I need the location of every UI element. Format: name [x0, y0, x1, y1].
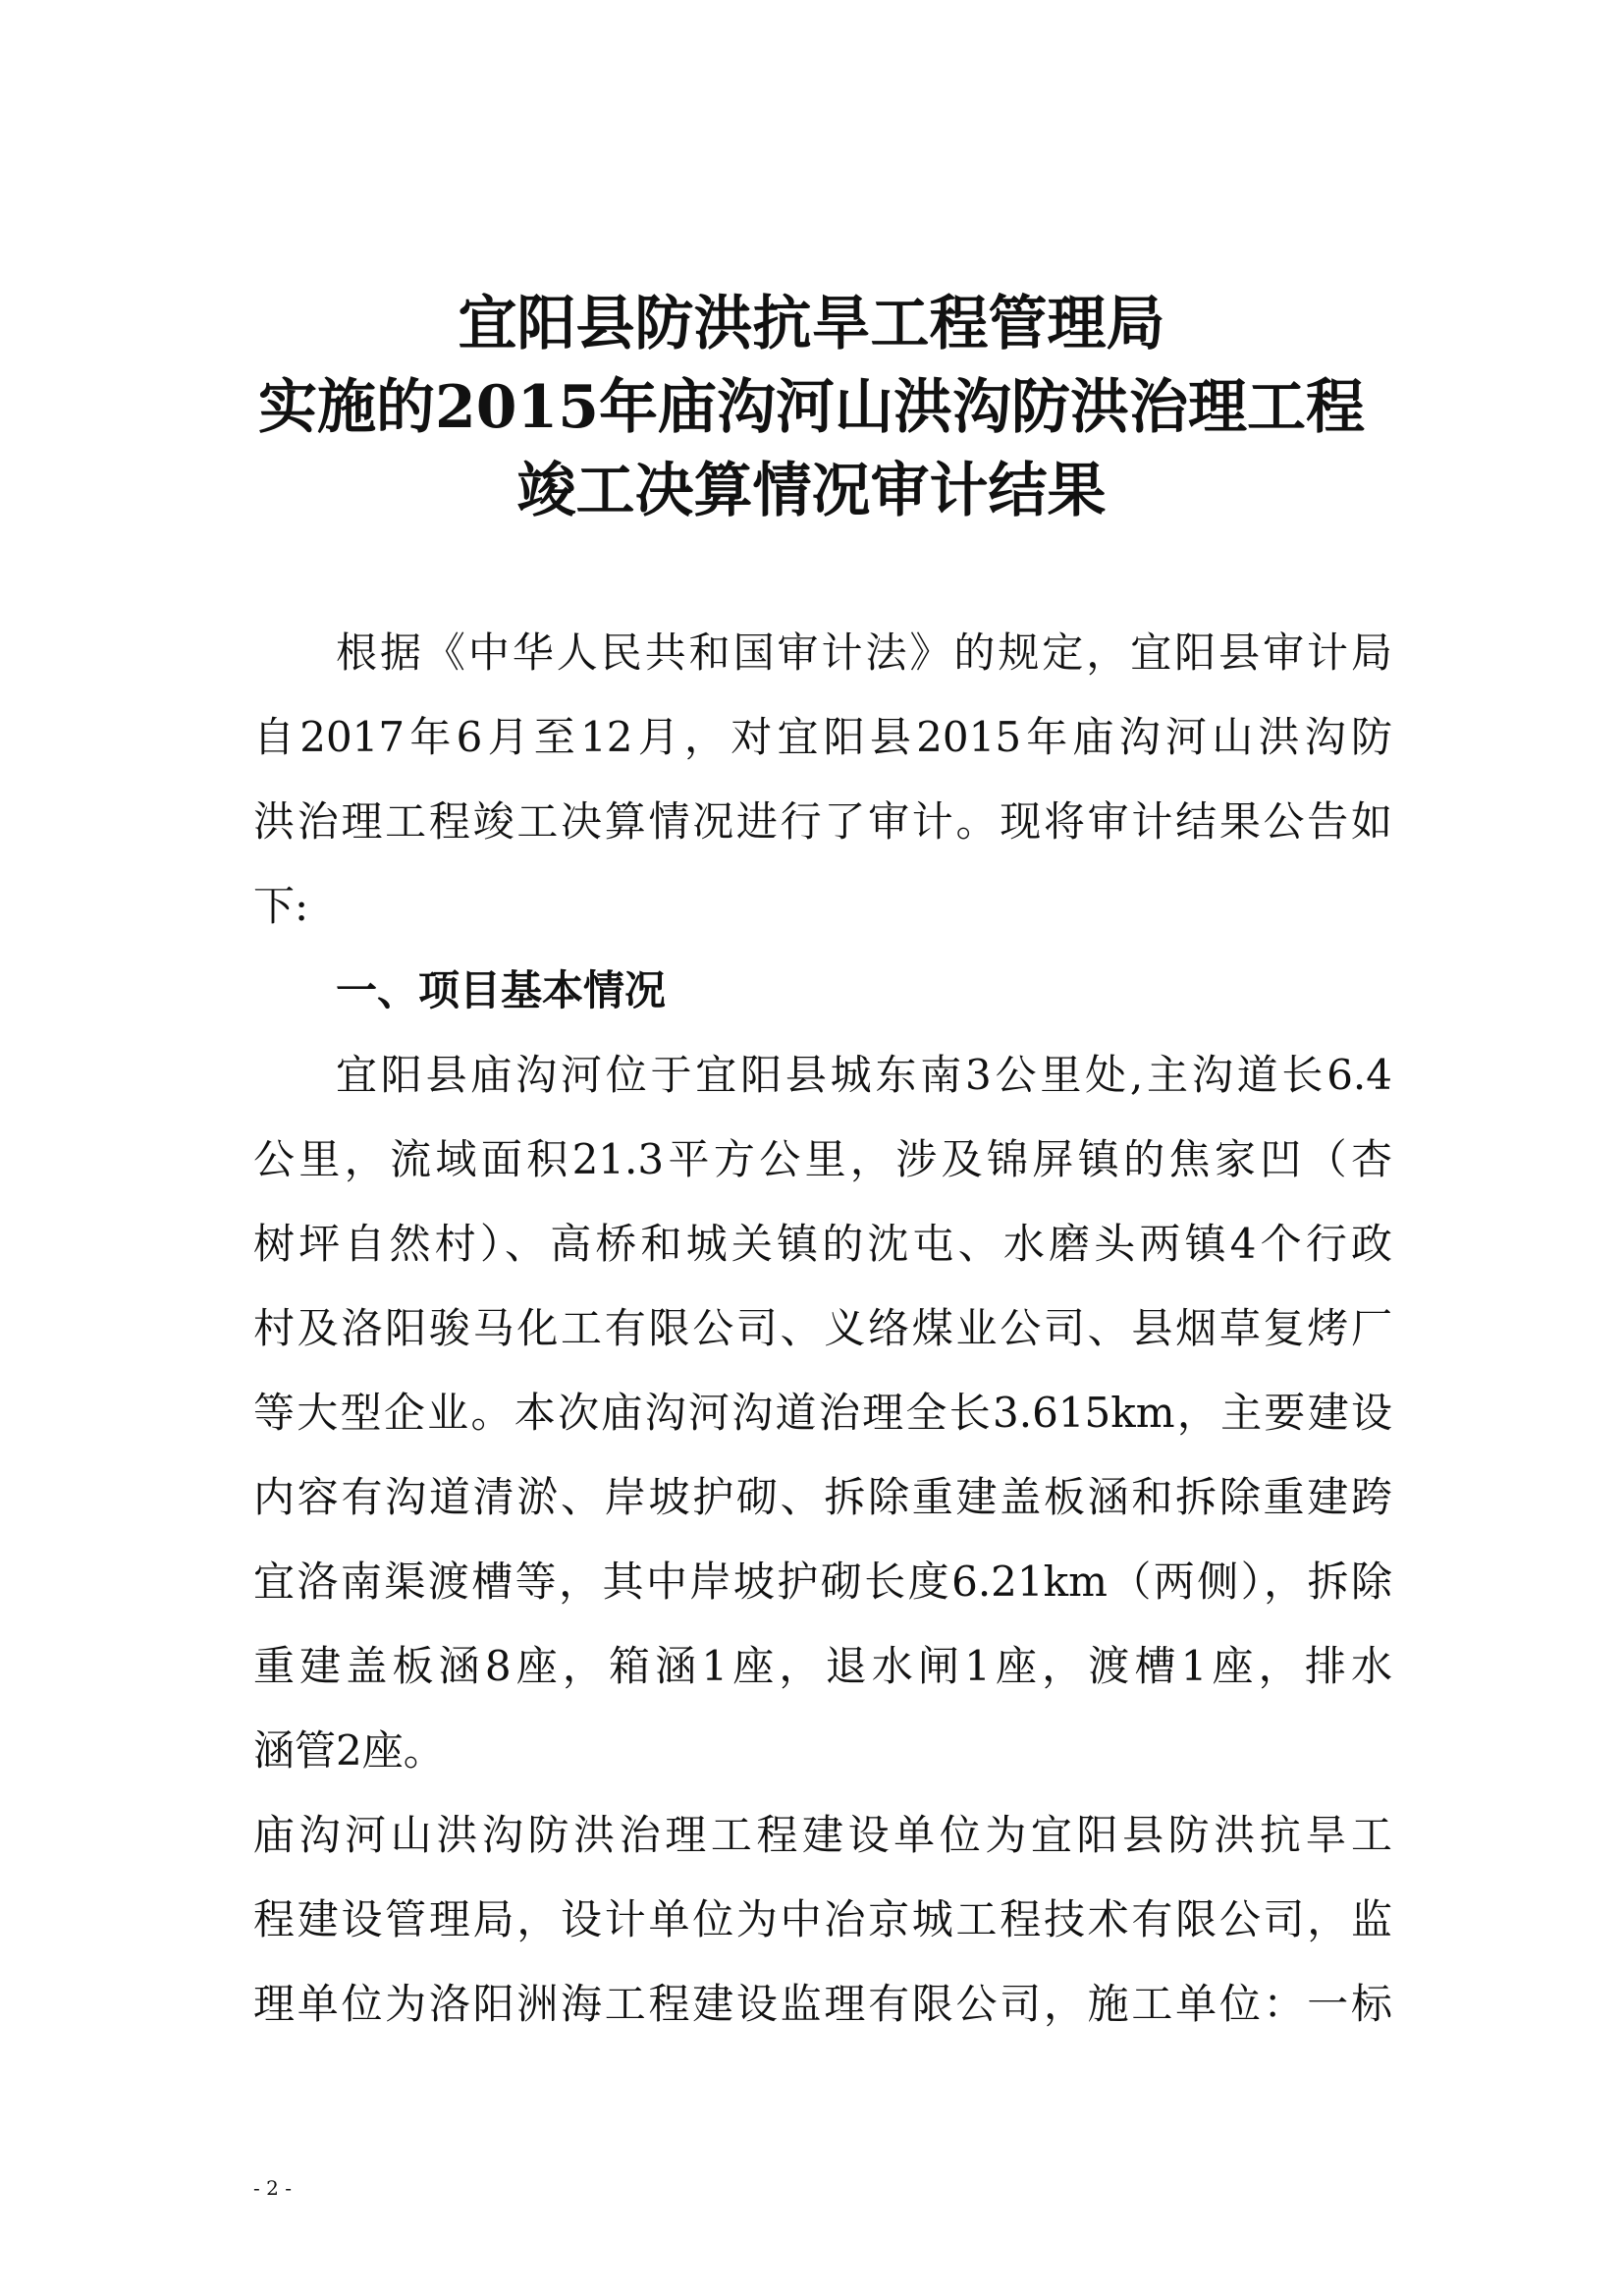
paragraph-line: 宜阳县庙沟河位于宜阳县城东南3公里处,主沟道长6.4 [336, 1053, 1392, 1098]
intro-line: 下: [253, 884, 309, 929]
paragraph-line: 庙沟河山洪沟防洪治理工程建设单位为宜阳县防洪抗旱工 [253, 1813, 1392, 1858]
paragraph-line: 等大型企业。本次庙沟河沟道治理全长3.615km，主要建设 [253, 1391, 1392, 1436]
paragraph-line: 涵管2座。 [253, 1728, 445, 1774]
paragraph-line: 公里，流域面积21.3平方公里，涉及锦屏镇的焦家凹（杏 [253, 1137, 1392, 1182]
title-line-2: 实施的2015年庙沟河山洪沟防洪治理工程 [258, 373, 1365, 442]
paragraph-line: 重建盖板涵8座，箱涵1座，退水闸1座，渡槽1座，排水 [253, 1644, 1392, 1689]
title-line-1: 宜阳县防洪抗旱工程管理局 [458, 290, 1165, 358]
paragraph-line: 理单位为洛阳洲海工程建设监理有限公司，施工单位：一标 [253, 1982, 1392, 2027]
paragraph-line: 宜洛南渠渡槽等，其中岸坡护砌长度6.21km（两侧），拆除 [253, 1559, 1392, 1605]
paragraph-line: 树坪自然村）、高桥和城关镇的沈屯、水磨头两镇4个行政 [253, 1222, 1392, 1267]
section-heading: 一、项目基本情况 [336, 966, 667, 1014]
intro-line: 自2017年6月至12月，对宜阳县2015年庙沟河山洪沟防 [253, 715, 1392, 760]
title-line-3: 竣工决算情况审计结果 [516, 457, 1107, 525]
intro-line: 根据《中华人民共和国审计法》的规定，宜阳县审计局 [336, 630, 1392, 676]
paragraph-line: 程建设管理局，设计单位为中冶京城工程技术有限公司，监 [253, 1897, 1392, 1942]
paragraph-line: 内容有沟道清淤、岸坡护砌、拆除重建盖板涵和拆除重建跨 [253, 1475, 1392, 1520]
intro-line: 洪治理工程竣工决算情况进行了审计。现将审计结果公告如 [253, 799, 1392, 845]
page-number: - 2 - [253, 2176, 292, 2200]
paragraph-line: 村及洛阳骏马化工有限公司、义络煤业公司、县烟草复烤厂 [253, 1306, 1392, 1351]
